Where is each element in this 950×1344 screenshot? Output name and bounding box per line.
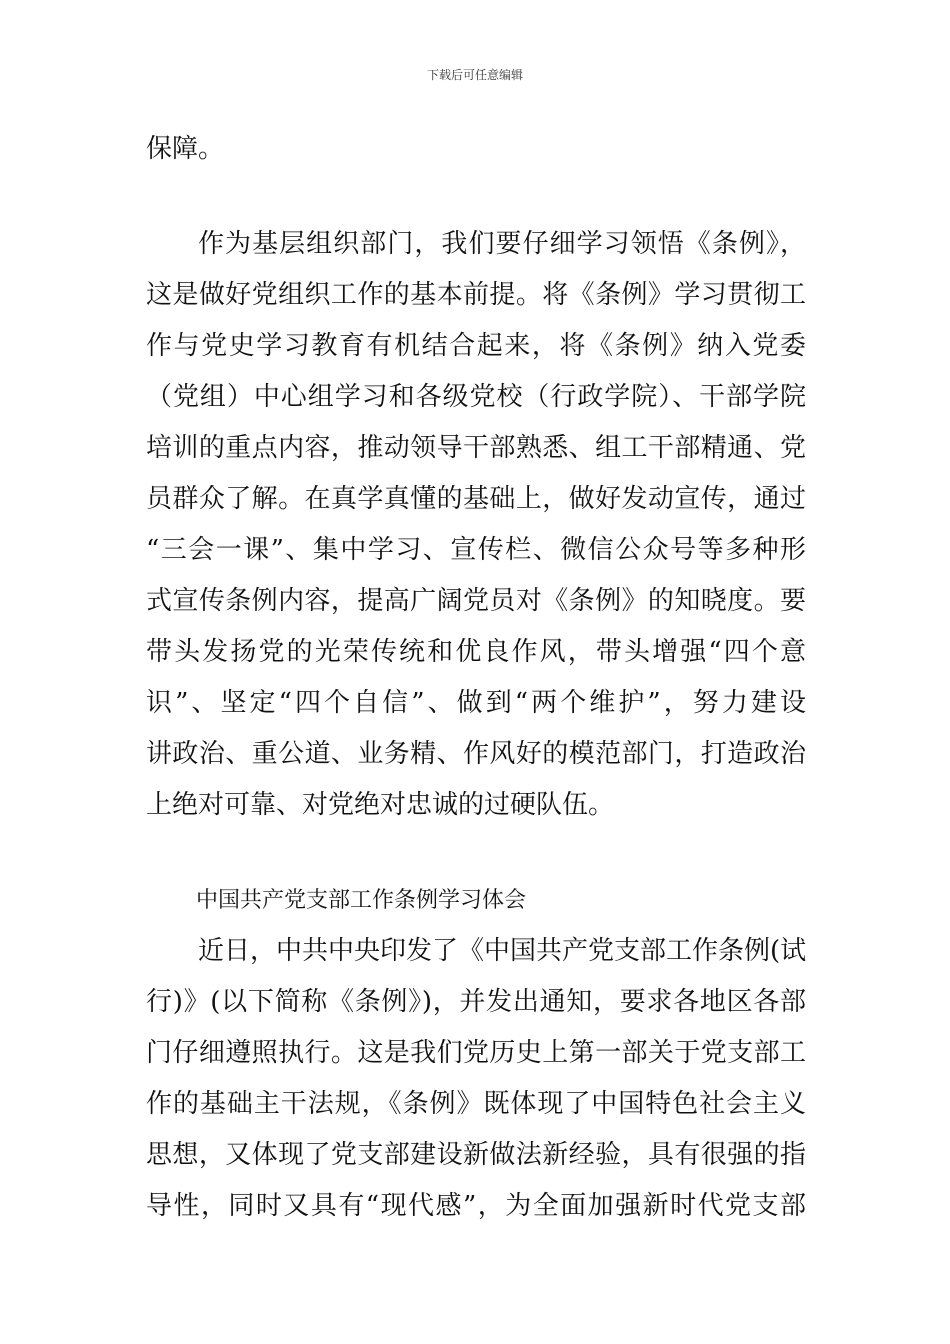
paragraph-line: 员群众了解。在真学真懂的基础上，做好发动宣传，通过 <box>146 484 806 514</box>
paragraph-line: 上绝对可靠、对党绝对忠诚的过硬队伍。 <box>146 790 615 820</box>
paragraph-line: （党组）中心组学习和各级党校（行政学院）、干部学院 <box>146 382 806 412</box>
document-body <box>146 124 806 1232</box>
paragraph-gap <box>146 175 806 219</box>
paragraph-2 <box>146 926 806 1232</box>
paragraph-line: 作与党史学习教育有机结合起来，将《条例》纳入党委 <box>146 331 806 361</box>
paragraph-line: 讲政治、重公道、业务精、作风好的模范部门，打造政治 <box>146 739 806 769</box>
paragraph-line: 带头发扬党的光荣传统和优良作风，带头增强“四个意 <box>146 637 806 667</box>
section-title: 中国共产党支部工作条例学习体会 <box>196 888 527 913</box>
paragraph-line: 门仔细遵照执行。这是我们党历史上第一部关于党支部工 <box>146 1038 806 1068</box>
paragraph-1 <box>146 219 806 831</box>
paragraph-line: 行)》(以下简称《条例》)，并发出通知，要求各地区各部 <box>146 987 806 1017</box>
paragraph-line: 导性，同时又具有“现代感”，为全面加强新时代党支部 <box>146 1191 806 1221</box>
paragraph-line: 近日，中共中央印发了《中国共产党支部工作条例(试 <box>198 936 807 966</box>
paragraph-line: 作的基础主干法规，《条例》既体现了中国特色社会主义 <box>146 1089 806 1119</box>
page-header: 下载后可任意编辑 <box>426 68 523 82</box>
intro-line: 保障。 <box>146 134 225 164</box>
paragraph-line: “三会一课”、集中学习、宣传栏、微信公众号等多种形 <box>146 535 806 565</box>
paragraph-line: 识”、坚定“四个自信”、做到“两个维护”，努力建设 <box>146 688 806 718</box>
paragraph-line: 式宣传条例内容，提高广阔党员对《条例》的知晓度。要 <box>146 586 806 616</box>
paragraph-line: 作为基层组织部门，我们要仔细学习领悟《条例》， <box>198 229 806 259</box>
paragraph-gap <box>146 831 806 875</box>
paragraph-line: 这是做好党组织工作的基本前提。将《条例》学习贯彻工 <box>146 280 806 310</box>
paragraph-line: 培训的重点内容，推动领导干部熟悉、组工干部精通、党 <box>146 433 806 463</box>
paragraph-line: 思想，又体现了党支部建设新做法新经验，具有很强的指 <box>146 1140 806 1170</box>
